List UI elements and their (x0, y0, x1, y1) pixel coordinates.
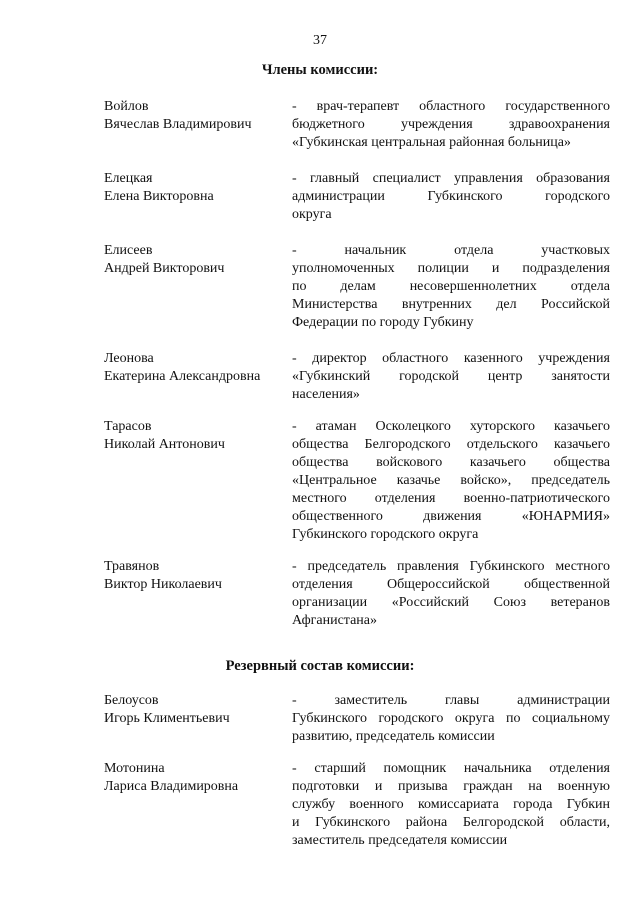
member-name (104, 98, 289, 134)
reserve-given-names: Лариса Владимировна (104, 779, 239, 794)
member-role (292, 98, 610, 152)
reserve-heading: Резервный состав комиссии: (225, 658, 415, 674)
role-line: - врач-терапевт областного государственного (292, 99, 610, 114)
reserve-surname: Мотонина (104, 761, 165, 776)
reserve-name (104, 760, 289, 796)
role-line: «Губкинская центральная районная больница» (292, 135, 571, 150)
member-name (104, 170, 289, 206)
role-line: населения» (292, 387, 360, 402)
role-line: Губкинского городского округа (292, 527, 479, 542)
member-given-names: Николай Антонович (104, 437, 225, 452)
member-given-names: Виктор Николаевич (104, 577, 222, 592)
member-surname: Леонова (104, 351, 154, 366)
role-line: округа (292, 207, 332, 222)
role-line: «Центральное казачье войско», председатель (292, 473, 610, 488)
reserve-name (104, 692, 289, 728)
role-line: - председатель правления Губкинского местного (292, 559, 610, 574)
role-line: уполномоченных полиции и подразделения (292, 261, 610, 276)
member-role (292, 418, 610, 544)
role-line: - главный специалист управления образования (292, 171, 610, 186)
role-line: общества Белгородского отдельского казачьего (292, 437, 610, 452)
role-line: - заместитель главы администрации (292, 693, 610, 708)
member-given-names: Вячеслав Владимирович (104, 117, 252, 132)
role-line: службу военного комиссариата города Губкин (292, 797, 610, 812)
role-line: Федерации по городу Губкину (292, 315, 474, 330)
member-role (292, 558, 610, 630)
member-name (104, 418, 289, 454)
member-name (104, 558, 289, 594)
role-line: организации «Российский Союз ветеранов (292, 595, 610, 610)
role-line: - директор областного казенного учреждения (292, 351, 610, 366)
role-line: и Губкинского района Белгородской области, (292, 815, 610, 830)
role-line: - атаман Осколецкого хуторского казачьего (292, 419, 610, 434)
reserve-given-names: Игорь Климентьевич (104, 711, 230, 726)
member-given-names: Андрей Викторович (104, 261, 225, 276)
role-line: подготовки и призыва граждан на военную (292, 779, 610, 794)
role-line: развитию, председатель комиссии (292, 729, 495, 744)
member-surname: Елисеев (104, 243, 153, 258)
role-line: заместитель председателя комиссии (292, 833, 508, 848)
member-surname: Травянов (104, 559, 160, 574)
role-line: местного отделения военно-патриотического (292, 491, 610, 506)
member-surname: Войлов (104, 99, 149, 114)
role-line: бюджетного учреждения здравоохранения (292, 117, 610, 132)
role-line: отделения Общероссийской общественной (292, 577, 610, 592)
member-role (292, 170, 610, 224)
role-line: общественного движения «ЮНАРМИЯ» (292, 509, 610, 524)
member-role (292, 242, 610, 332)
role-line: по делам несовершеннолетних отдела (292, 279, 610, 294)
member-surname: Елецкая (104, 171, 153, 186)
role-line: Губкинского городского округа по социальному (292, 711, 610, 726)
role-line: «Губкинский городской центр занятости (292, 369, 610, 384)
member-name (104, 350, 289, 386)
reserve-surname: Белоусов (104, 693, 159, 708)
role-line: - начальник отдела участковых (292, 243, 610, 258)
reserve-role (292, 760, 610, 850)
member-role (292, 350, 610, 404)
role-line: - старший помощник начальника отделения (292, 761, 610, 776)
role-line: Афганистана» (292, 613, 378, 628)
role-line: администрации Губкинского городского (292, 189, 610, 204)
role-line: Министерства внутренних дел Российской (292, 297, 610, 312)
member-given-names: Екатерина Александровна (104, 369, 261, 384)
members-heading: Члены комиссии: (261, 62, 379, 78)
member-given-names: Елена Викторовна (104, 189, 214, 204)
member-name (104, 242, 289, 278)
member-surname: Тарасов (104, 419, 152, 434)
role-line: общества войскового казачьего общества (292, 455, 610, 470)
page-number: 37 (313, 33, 327, 48)
reserve-role (292, 692, 610, 746)
